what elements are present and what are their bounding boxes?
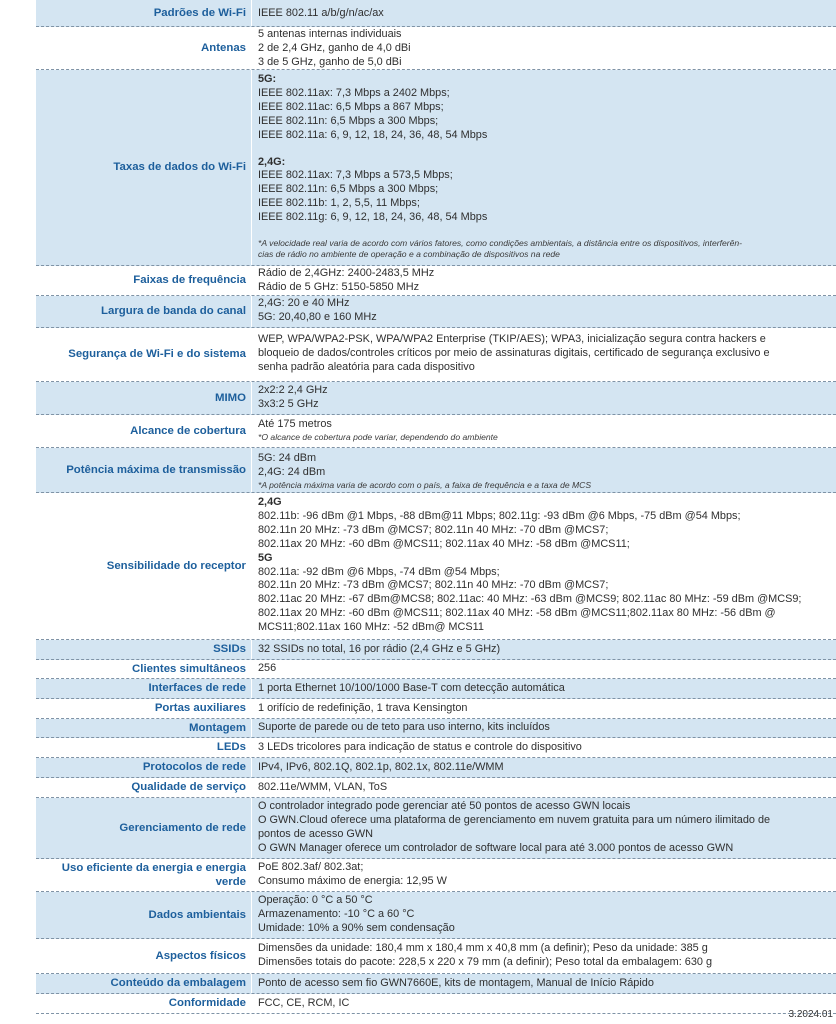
spec-label: Aspectos físicos <box>155 949 246 962</box>
spec-label: Interfaces de rede <box>148 682 246 695</box>
spec-value: Ponto de acesso sem fio GWN7660E, kits de montagem, Manual de Início Rápido <box>251 974 836 993</box>
spec-value: Rádio de 2,4GHz: 2400-2483,5 MHz Rádio de 5 GHz: 5150-5850 MHz <box>251 266 836 295</box>
spec-label: Padrões de Wi-Fi <box>153 6 246 19</box>
spec-row-max-tx-power <box>36 448 836 493</box>
spec-row-environmental <box>36 892 836 939</box>
spec-label: Antenas <box>201 41 246 54</box>
spec-value: 5G: IEEE 802.11ax: 7,3 Mbps a 2402 Mbps; IEEE 802.11ac: 6,5 Mbps a 867 Mbps; IEEE 802.11n: 6,5 Mbps a 300 Mbps; IEEE 802.11a: 6, 9, 12, 18, 24, 36, 48, 54 Mbps 2,4G: IEEE 802.11ax: 7,3 Mbps a 573,5 Mbps; IEEE 802.11n: 6,5 Mbps a 300 Mbps; IEEE 802.11b: 1, 2, 5,5, 11 Mbps; IEEE 802.11g: 6, 9, 12, 18, 24, 36, 48, 54 Mbps *A velocidade real varia de acordo com vários fatores, como condições ambientais, a distância entre os dispositivos, interferên- cias de rádio no ambiente de operação e a combinação de dispositivos na rede <box>251 70 836 265</box>
spec-label: Potência máxima de transmissão <box>66 463 246 476</box>
spec-value: 32 SSIDs no total, 16 por rádio (2,4 GHz e 5 GHz) <box>251 640 836 659</box>
spec-label: Clientes simultâneos <box>132 662 246 675</box>
spec-value: PoE 802.3af/ 802.3at; Consumo máximo de energia: 12,95 W <box>251 859 836 891</box>
spec-label: Conformidade <box>168 997 246 1010</box>
spec-label: Sensibilidade do receptor <box>106 559 246 572</box>
spec-row-receiver-sensitivity <box>36 493 836 640</box>
spec-row-frequency-bands <box>36 266 836 296</box>
spec-row-mounting <box>36 719 836 738</box>
spec-value: WEP, WPA/WPA2-PSK, WPA/WPA2 Enterprise (TKIP/AES); WPA3, inicialização segura contra hackers e bloqueio de dados/controles críticos por meio de assinaturas digitais, certificado de segurança exclusivo e senha padrão aleatória para cada dispositivo <box>251 328 836 381</box>
spec-row-physical <box>36 939 836 974</box>
spec-value: 5 antenas internas individuais 2 de 2,4 GHz, ganho de 4,0 dBi 3 de 5 GHz, ganho de 5,0 dBi <box>251 27 836 69</box>
spec-value: 3 LEDs tricolores para indicação de status e controle do dispositivo <box>251 738 836 757</box>
spec-label: Conteúdo da embalagem <box>110 977 246 990</box>
spec-row-wifi-data-rates <box>36 70 836 266</box>
spec-row-channel-bandwidth <box>36 296 836 328</box>
spec-row-auxiliary-ports <box>36 699 836 719</box>
spec-row-concurrent-clients <box>36 660 836 679</box>
spec-value: 2,4G 802.11b: -96 dBm @1 Mbps, -88 dBm@11 Mbps; 802.11g: -93 dBm @6 Mbps, -75 dBm @54 Mbps; 802.11n 20 MHz: -73 dBm @MCS7; 802.11n 40 MHz: -70 dBm @MCS7; 802.11ax 20 MHz: -60 dBm @MCS11; 802.11ax 40 MHz: -58 dBm @MCS11; 5G 802.11a: -92 dBm @6 Mbps, -74 dBm @54 Mbps; 802.11n 20 MHz: -73 dBm @MCS7; 802.11n 40 MHz: -70 dBm @MCS7; 802.11ac 20 MHz: -67 dBm@MCS8; 802.11ac: 40 MHz: -63 dBm @MCS9; 802.11ac 80 MHz: -59 dBm @MCS9; 802.11ax 20 MHz: -60 dBm @MCS11; 802.11ax 40 MHz: -58 dBm @MCS11;802.11ax 80 MHz: -56 dBm @ MCS11;802.11ax 160 MHz: -52 dBm@ MCS11 <box>251 493 836 639</box>
spec-row-qos <box>36 778 836 798</box>
spec-value: 2,4G: 20 e 40 MHz 5G: 20,40,80 e 160 MHz <box>251 296 836 327</box>
spec-label: Largura de banda do canal <box>101 305 246 318</box>
spec-value: 2x2:2 2,4 GHz 3x3:2 5 GHz <box>251 382 836 414</box>
spec-label: Taxas de dados do Wi-Fi <box>113 161 246 174</box>
spec-value: FCC, CE, RCM, IC <box>251 994 836 1013</box>
spec-label: Alcance de cobertura <box>130 424 246 437</box>
spec-label: Montagem <box>189 721 246 734</box>
spec-label: Segurança de Wi-Fi e do sistema <box>68 348 246 361</box>
spec-row-coverage-range <box>36 415 836 448</box>
spec-label: Protocolos de rede <box>142 761 246 774</box>
spec-value: IPv4, IPv6, 802.1Q, 802.1p, 802.1x, 802.11e/WMM <box>251 758 836 777</box>
spec-value: 1 orifício de redefinição, 1 trava Kensington <box>251 699 836 718</box>
spec-label: Faixas de frequência <box>133 274 246 287</box>
spec-value: Até 175 metros *O alcance de cobertura pode variar, dependendo do ambiente <box>251 415 836 447</box>
spec-row-leds <box>36 738 836 758</box>
spec-label: Portas auxiliares <box>154 702 246 715</box>
document-version: 3.2024.01 <box>788 1009 833 1020</box>
spec-row-ssids <box>36 640 836 660</box>
spec-label: SSIDs <box>213 643 246 656</box>
spec-label: LEDs <box>216 741 246 754</box>
spec-row-network-management <box>36 798 836 859</box>
spec-row-mimo <box>36 382 836 415</box>
spec-label: Gerenciamento de rede <box>119 821 246 834</box>
spec-value: O controlador integrado pode gerenciar até 50 pontos de acesso GWN locais O GWN.Cloud oferece uma plataforma de gerenciamento em nuvem gratuita para um número ilimitado de pontos de acesso GWN O GWN Manager oferece um controlador de software local para até 3.000 pontos de acesso GWN <box>251 798 836 858</box>
spec-value: Dimensões da unidade: 180,4 mm x 180,4 mm x 40,8 mm (a definir); Peso da unidade: 385 g Dimensões totais do pacote: 228,5 x 220 x 79 mm (a definir); Peso total da embalagem: 630 g <box>251 939 836 973</box>
spec-row-energy-efficiency <box>36 859 836 892</box>
spec-value: Operação: 0 °C a 50 °C Armazenamento: -10 °C a 60 °C Umidade: 10% a 90% sem condensação <box>251 892 836 938</box>
spec-value: 802.11e/WMM, VLAN, ToS <box>251 778 836 797</box>
spec-row-compliance <box>36 994 836 1014</box>
spec-label: MIMO <box>214 391 246 404</box>
spec-row-network-interfaces <box>36 679 836 699</box>
spec-label: Uso eficiente da energia e energia verde <box>61 861 246 888</box>
spec-value: IEEE 802.11 a/b/g/n/ac/ax <box>251 0 836 26</box>
spec-row-wifi-security <box>36 328 836 382</box>
spec-row-wifi-standards <box>36 0 836 27</box>
spec-label: Dados ambientais <box>148 908 246 921</box>
spec-value: 256 <box>251 660 836 678</box>
spec-value: 5G: 24 dBm 2,4G: 24 dBm *A potência máxima varia de acordo com o país, a faixa de frequência e a taxa de MCS <box>251 448 836 492</box>
spec-row-network-protocols <box>36 758 836 778</box>
spec-row-package-contents <box>36 974 836 994</box>
spec-row-antennas <box>36 27 836 70</box>
spec-label: Qualidade de serviço <box>131 781 246 794</box>
spec-table <box>36 0 836 1014</box>
spec-value: 1 porta Ethernet 10/100/1000 Base-T com detecção automática <box>251 679 836 698</box>
spec-value: Suporte de parede ou de teto para uso interno, kits incluídos <box>251 719 836 737</box>
